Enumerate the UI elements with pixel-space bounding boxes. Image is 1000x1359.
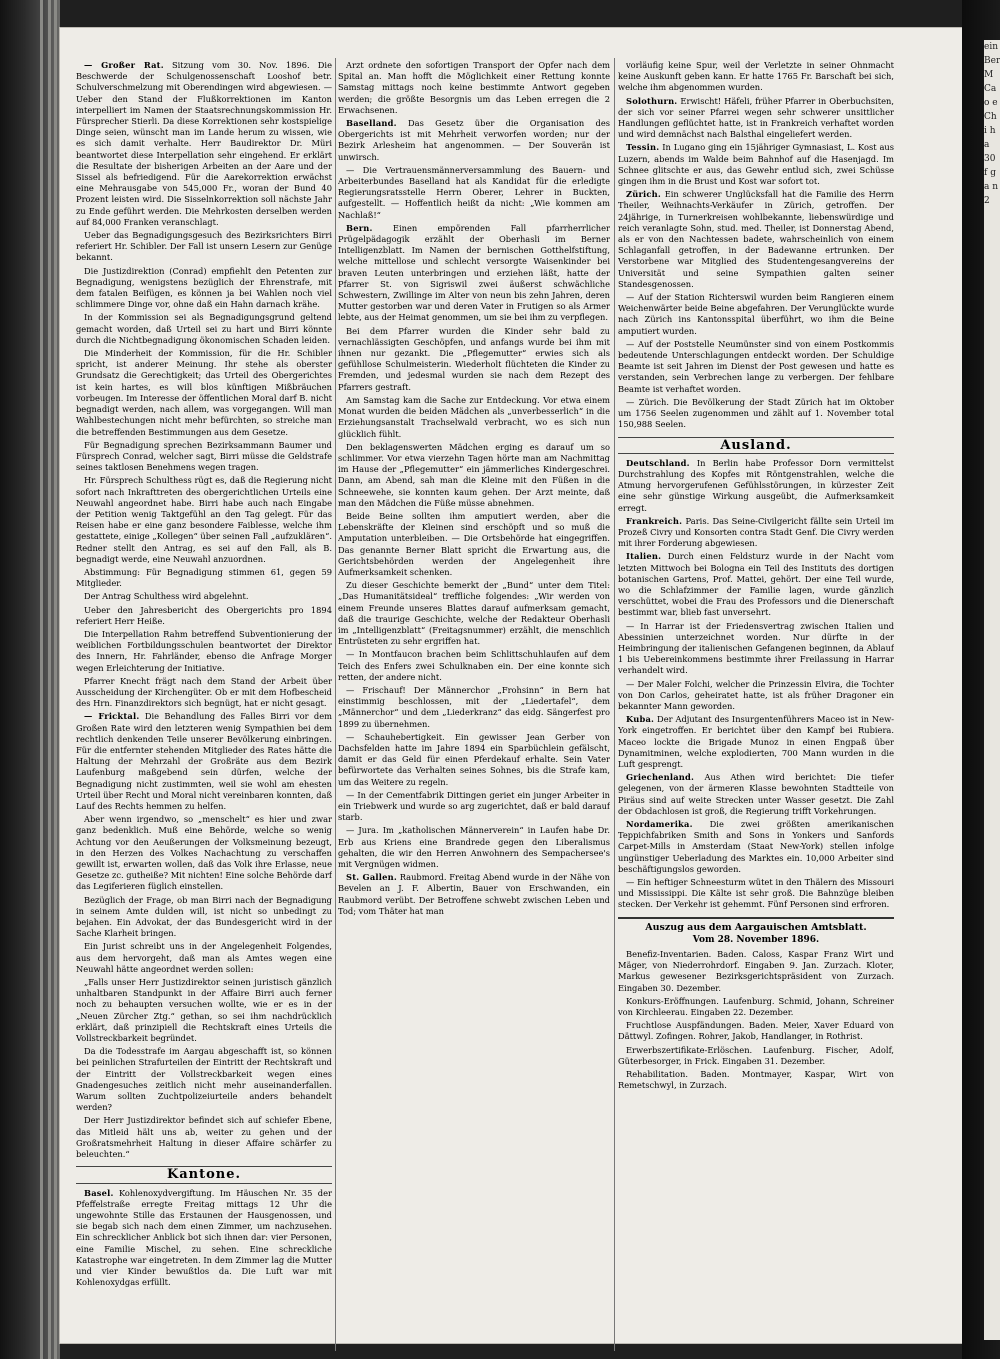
paragraph: — In Montfaucon brachen beim Schlittschuhlaufen auf dem Teich des Enfers zwei Schulknaben ein. Der eine konnte sich retten, der andere nicht. [338,649,610,682]
article-lead: Frankreich. [626,515,683,526]
paragraph: Für Begnadigung sprechen Bezirksammann Baumer und Fürsprech Conrad, welcher sagt, Birri müsse die Geldstrafe seines taktlosen Benehmens wegen tragen. [76,439,332,473]
article-text: Die zwei größten amerikanischen Teppichfabriken Smith and Sons in Yonkers und Sanfords Carpet-Mills in Amsterdam (Staat New-York) stellen infolge ungünstiger Ueberladung des Marktes ein. 10,000 Arbeiter sind beschäftigungslos geworden. [618,819,894,874]
paragraph: — Auf der Poststelle Neumünster sind von einem Postkommis bedeutende Unterschlagungen entdeckt worden. Der Schuldige Beamte ist seit Jahren im Dienst der Post gewesen und hatte es verstanden, sein Verbrechen lange zu verbergen. Der fehlbare Beamte ist verhaftet worden. [618,338,894,394]
paragraph: Da die Todesstrafe im Aargau abgeschafft ist, so können bei peinlichen Strafurteilen der Eintritt der Rechtskraft und der Eintritt der Vollstreckbarkeit wegen eines Gnadengesuches zeitlich nicht mehr auseinanderfallen. Warum sollten Zuchtpolizeiurteile anders behandelt werden? [76,1046,332,1113]
paragraph: Der Herr Justizdirektor befindet sich auf schiefer Ebene, das Mitleid hält uns ab, weiter zu gehen und der Großratsmehrheit Haltung in dieser Affaire schärfer zu beleuchten.“ [76,1115,332,1160]
column-1 [76,60,332,1351]
paragraph: Bezüglich der Frage, ob man Birri nach der Begnadigung in seinem Amte dulden will, ist nicht so unbedingt zu bejahen. Ein Advokat, der das Bundesgericht wird in der Sache Klarheit bringen. [76,894,332,939]
article-baselland [338,118,610,163]
amtsblatt-entry: Benefiz-Inventarien. Baden. Caloss, Kaspar Franz Wirt und Mäger, von Niederrohrdorf. Eingaben 9. Jan. Zurzach. Kloter, Markus gewesener Bezirksgerichtspräsident von Zurzach. Eingaben 30. Dezember. [618,949,894,993]
paragraph: — Der Maler Folchi, welcher die Prinzessin Elvira, die Tochter von Don Carlos, geheiratet hatte, ist als früher Dragoner ein bekannter Mann geworden. [618,678,894,711]
article-lead: Kuba. [626,714,655,725]
column-rule [614,58,615,1351]
binding-stripe [54,0,57,1359]
adjacent-page-text: ein Ber M Ca o e Ch i h a 30 f g a n 2 [984,40,1000,1340]
paragraph: Arzt ordnete den sofortigen Transport der Opfer nach dem Spital an. Man hofft die Möglichkeit einer Rettung konnte Samstag mittags noch keine bestimmte Antwort gegeben werden; die größte Besorgnis um das Leben erregen die 2 Erwachsenen. [338,60,610,115]
article-text: Kohlenoxydvergiftung. Im Häuschen Nr. 35 der Pfeffelstraße erregte Freitag mittags 12 Uhr die ungewohnte Stille das Erstaunen der Hausgenossen, und sie begab sich nach dem einen Zimmer, um nachzusehen. Ein schrecklicher Anblick bot sich ihnen dar: vier Personen, eine Familie Mischel, zu sehen. Eine schreckliche Katastrophe war eingetreten. In dem Zimmer lag die Mutter und vier Kinder bewußtlos da. Die Luft war mit Kohlenoxydgas erfüllt. [76,1187,332,1288]
article-lead: Basel. [84,1187,114,1198]
article-text: Die Behandlung des Falles Birri vor dem Großen Rate wird den letzteren wenig Sympathien bei dem rechtlich denkenden Teile unserer Bevölkerung einbringen. Für die entfernter stehenden Mitglieder des Rates hätte die Haltung der Mehrzahl der Großräte aus dem Bezirk Laufenburg maßgebend sein dürfen, welche der Begnadigung nicht zustimmten, weil sie wohl am ehesten Urteil über Recht und Moral nicht vereinbaren konnten, daß Lauf des Rechts hemmen zu helfen. [76,711,332,811]
article-lead: Griechenland. [626,772,695,783]
article-lead: Deutschland. [626,457,690,468]
paragraph: Beide Beine sollten ihm amputiert werden, aber die Lebenskräfte der Kleinen sind erschöpft und so muß die Amputation unterbleiben. — Die Ortsbehörde hat eingegriffen. Das genannte Berner Blatt spricht die Erwartung aus, die Gerichtsbehörden werden der Angelegenheit ihre Aufmerksamkeit schenken. [338,510,610,577]
paragraph: — Frischauf! Der Männerchor „Frohsinn“ in Bern hat einstimmig beschlossen, mit der „Liedertafel“, dem „Männerchor“ und dem „Liederkranz“ das eidg. Sängerfest pro 1899 zu übernehmen. [338,684,610,729]
article-text: Sitzung vom 30. Nov. 1896. Die Beschwerde der Schulgenossenschaft Looshof betr. Schulverschmelzung mit Oberendingen wird abgewiesen. — Ueber den Stand der Flußkorrektionen im Kanton interpelliert im Namen der Staatsrechnungskommission Hr. Fürsprecher Stierli. Da diese Korrektionen sehr kostspielige Dinge seien, wünscht man im Lande herum zu wissen, wie es sich damit verhalte. Herr Baudirektor Dr. Müri beantwortet diese Interpellation sehr eingehend. Er erklärt die Resultate der bisherigen Arbeiten an der Aare und der Sissel als befriedigend. Für die Aarekorrektion erwächst eine Mehrausgabe von 545,000 Fr., woran der Bund 40 Prozent leisten wird. Die Sisselnkorrektion soll nächste Jahr zu Ende geführt werden. Die Mehrkosten derselben werden auf 84,000 Franken veranschlagt. [76,60,332,227]
article-lead: Solothurn. [626,95,678,106]
book-binding-edge [0,0,60,1359]
paragraph: „Falls unser Herr Justizdirektor seinen juristisch gänzlich unhaltbaren Standpunkt in der Affaire Birri auch ferner noch zu behaupten versuchen wollte, wie er es in der „Neuen Zürcher Ztg.“ gethan, so sei ihm nachdrücklich erklärt, daß prinzipiell die Rechtskraft eines Urteils die Vollstreckbarkeit begründet. [76,977,332,1044]
paragraph: Ueber den Jahresbericht des Obergerichts pro 1894 referiert Herr Heiße. [76,604,332,626]
paragraph: Die Justizdirektion (Conrad) empfiehlt den Petenten zur Begnadigung, wenigstens bezüglich der Ehrenstrafe, mit dem fatalen Beifügen, es können ja bei Wahlen noch viel schlimmere Dinge vor, ohne daß ein Hahn darnach krähe. [76,265,332,310]
article-lead: Nordamerika. [626,819,693,829]
article-zuerich [618,189,894,290]
paragraph: Hr. Fürsprech Schulthess rügt es, daß die Regierung nicht sofort nach Inkrafttreten des obergerichtlichen Urteils eine Neuwahl angeordnet habe. Birri habe auch nach Eingabe der Petition wenig Taktgefühl an den Tag gelegt. Für das Reisen habe er eine ganz besondere Faiblesse, welche ihm gestattete, einige „Kollegen“ über seinen Fall „aufzuklären“. Redner stellt den Antrag, es sei auf den Fall, als B. begnadigt werde, eine Neuwahl anzuordnen. [76,475,332,564]
article-text: Durch einen Feldsturz wurde in der Nacht vom letzten Mittwoch bei Bologna ein Teil des Instituts des dortigen botanischen Gartens, Prof. Mattei, gehört. Der eine Teil wurde, wo die Schlafzimmer der Familie lagen, wurde gänzlich verschüttet, wobei die Frau des Professors und die Dienerschaft bestimmt war, blieb fast unversehrt. [618,551,894,618]
binding-stripe [48,0,51,1359]
article-text: Aus Athen wird berichtet: Die tiefer gelegenen, von der ärmeren Klasse bewohnten Stadtteile von Piräus sind auf weite Strecken unter Wasser gesetzt. Die Zahl der Obdachlosen ist groß, die Regierung trifft Vorkehrungen. [618,772,894,816]
paragraph: Die Minderheit der Kommission, für die Hr. Schibler spricht, ist anderer Meinung. Ihr stehe als oberster Grundsatz die Gerechtigkeit; das Urteil des Obergerichtes ist kein hartes, es will blos künftigen Mißbräuchen vorbeugen. Im Interesse der öffentlichen Moral darf B. nicht begnadigt werden, nach allem, was vorgegangen. Will man Wahlbestechungen nicht mehr befürchten, so streiche man die betreffenden Bestimmungen aus dem Gesetze. [76,348,332,437]
section-heading-kantone: Kantone. [76,1166,332,1183]
article-tessin [618,142,894,187]
article-basel [76,1188,332,1289]
article-text: Ein schwerer Unglücksfall hat die Familie des Herrn Theiler, Weihnachts-Verkäufer in Zürich, getroffen. Der 24jährige, in Turnerkreisen wohlbekannte, liebenswürdige und reich veranlagte Sohn, stud. med. Theiler, ist Donnerstag Abend, als er von den Nachtessen badete, wahrscheinlich von einem Schlaganfall getroffen, in der Badewanne ertrunken. Der Verstorbene war Mitglied des Studentengesangvereins der Universität und seine Sympathien galten seiner Standesgenossen. [618,189,894,289]
paragraph: Pfarrer Knecht frägt nach dem Stand der Arbeit über Ausscheidung der Kirchengüter. Ob er mit dem Hofbescheid des Hrn. Finanzdirektors sich begnügt, hat er nicht gesagt. [76,675,332,709]
amtsblatt-entry: Erwerbszertifikate-Erlöschen. Laufenburg. Fischer, Adolf, Güterbesorger, in Frick. Eingaben 31. Dezember. [618,1044,894,1066]
amtsblatt-date: Vom 28. November 1896. [692,934,820,945]
article-lead: Baselland. [346,118,397,129]
amtsblatt-title: Auszug aus dem Aargauischen Amtsblatt. [618,917,894,933]
article-kuba [618,714,894,770]
paragraph: — Ein heftiger Schneesturm wütet in den Thälern des Missouri und Mississippi. Die Kälte ist sehr groß. Die Bahnzüge bleiben stecken. Der Verkehr ist gehemmt. Fünf Personen sind erfroren. [618,877,894,910]
article-nordamerika [618,819,894,875]
paragraph: Aber wenn irgendwo, so „menschelt“ es hier und zwar ganz bedenklich. Muß eine Behörde, welche so wenig Achtung vor den Aeußerungen der Volksmeinung bezeugt, in den Herzen des Volkes Nachachtung zu verschaffen gewillt ist, erwarten wollen, daß das Volk ihre Erlasse, neue Gesetze zc. gutheiße? Mit nichten! Eine solche Behörde darf das Legiferieren füglich einstellen. [76,814,332,892]
article-lead: Bern. [346,222,373,233]
article-text: Paris. Das Seine-Civilgericht fällte sein Urteil im Prozeß Civry und Konsorten contra Stadt Genf. Die Civry werden mit ihrer Forderung abgewiesen. [618,515,894,549]
paragraph: — Die Vertrauensmännerversammlung des Bauern- und Arbeiterbundes Baselland hat als Kandidat für die erledigte Regierungsratsstelle Herrn Oberer, Lehrer in Buckten, aufgestellt. — Hoffentlich heißt da nicht: „Wie kommen am Nachlaß!“ [338,164,610,220]
article-italien [618,551,894,618]
paragraph: Bei dem Pfarrer wurden die Kinder sehr bald zu vernachlässigten Geschöpfen, und anfangs wurde bei ihm mit ihnen nur gezankt. Die „Pflegemutter“ erwies sich als gefühllose Schulmeisterin. Wiederholt flüchteten die Kinder zu Fremden, und jedesmal wurden sie nach dem Rezept des Pfarrers gestraft. [338,325,610,392]
article-lead: — Fricktal. [84,711,140,722]
article-lead: St. Gallen. [346,872,397,883]
paragraph: — Zürich. Die Bevölkerung der Stadt Zürich hat im Oktober um 1756 Seelen zugenommen und zählt auf 1. November total 150,988 Seelen. [618,396,894,430]
paragraph: Die Interpellation Rahm betreffend Subventionierung der weiblichen Fortbildungsschulen beantwortet der Direktor des Innern, Hr. Fahrländer, ebenso die Anfrage Morger wegen Erleichterung der Initiative. [76,628,332,673]
article-lead: Tessin. [626,142,660,153]
article-bern [338,223,610,324]
article-griechenland [618,772,894,817]
article-text: Einen empörenden Fall pfarrherrlicher Prügelpädagogik erzählt der Oberhasli im Berner Intelligenzblatt. Im Namen der bernischen Gotthelfstiftung, welche mittellose und schlecht versorgte Waisenkinder bei braven Leuten unterbringen und erziehen läßt, hatte der Pfarrer St. von Sigriswil zwei äußerst schwächliche Schwestern, Zwillinge im Alter von neun bis zehn Jahren, deren Mutter gestorben war und deren Vater in Frutigen so als Armer lebte, aus der Heimat genommen, um sie bei ihm zu verpflegen. [338,222,610,323]
paragraph: — Schauhebertigkeit. Ein gewisser Jean Gerber von Dachsfelden hatte im Jahre 1894 ein Sparbüchlein gefälscht, damit er das Geld für einen Pferdekauf erhalte. Sein Vater befürwortete das Verhalten seines Sohnes, bis die Strafe kam, um das Weitere zu regeln. [338,731,610,787]
article-text: In Lugano ging ein 15jähriger Gymnasiast, L. Kost aus Luzern, abends im Walde beim Bahnhof auf die Hasenjagd. Im Schnee glitschte er aus, das Gewehr entlud sich, zwei Schüsse gingen ihm in die Brust und Kost war sofort tot. [618,142,894,187]
paragraph: Der Antrag Schulthess wird abgelehnt. [84,591,249,602]
section-heading-ausland: Ausland. [618,437,894,454]
article-text: Der Adjutant des Insurgentenführers Maceo ist in New-York eingetroffen. Er berichtet über den Kampf bei Rubiera. Maceo lockte die Brigade Munoz in einen Engpaß über Dynamitminen, welche explodierten, 700 Mann wurden in die Luft gesprengt. [618,714,894,769]
article-lead: — Großer Rat. [84,60,164,70]
binding-stripe [40,0,43,1359]
paragraph: In der Kommission sei als Begnadigungsgrund geltend gemacht worden, daß Urteil sei zu hart und Birri könnte durch die Nichtbegnadigung ökonomischen Schaden leiden. [76,312,332,345]
adjacent-page-edge [962,0,1000,1359]
column-2 [338,60,610,1351]
paragraph: — In Harrar ist der Friedensvertrag zwischen Italien und Abessinien unterzeichnet worden. Nur dürfte in der Heimbringung der italienischen Gefangenen beginnen, da Ablauf 1 bis Uebereinkommens bestimmte ihrer Freilassung in Harrar verhandelt wird. [618,620,894,676]
column-rule [335,58,336,1351]
article-solothurn [618,96,894,141]
amtsblatt-entry: Fruchtlose Auspfändungen. Baden. Meier, Xaver Eduard von Dättwyl. Zofingen. Rohrer, Jakob, Handlanger, in Rothrist. [618,1020,894,1042]
column-3 [618,60,894,1351]
article-grosser-rat [76,60,332,228]
paragraph: vorläufig keine Spur, weil der Verletzte in seiner Ohnmacht keine Auskunft geben kann. Er hatte 1765 Fr. Barschaft bei sich, welche ihm abgenommen wurden. [618,60,894,93]
article-text: Das Gesetz über die Organisation des Obergerichts ist mit Mehrheit verworfen worden; nur der Bezirk Arlesheim hat angenommen. — Der Souverän ist unwirsch. [338,118,610,162]
paragraph: — In der Cementfabrik Dittingen geriet ein junger Arbeiter in ein Triebwerk und wurde so arg zugerichtet, daß er bald darauf starb. [338,789,610,823]
amtsblatt-entry: Rehabilitation. Baden. Montmayer, Kaspar, Wirt von Remetschwyl, in Zurzach. [618,1069,894,1091]
article-text: In Berlin habe Professor Dorn vermittelst Durchstrahlung des Kopfes mit Röntgenstrahlen, welche die Atmung hervorgerufenen Gefühlsstörungen, in kürzester Zeit eine sehr günstige Wirkung ausgeübt, die Aufmerksamkeit erregt. [618,457,894,513]
paragraph: Den beklagenswerten Mädchen erging es darauf um so schlimmer. Vor etwa vierzehn Tagen hörte man am Nachmittag im Hause der „Pflegemutter“ ein jämmerliches Kindergeschrei. Dann, am Abend, sah man die Kleine mit den Füßen in die Schneewehe, sie konnten kaum gehen. Der Arzt meinte, daß man den Mädchen die Füße müsse abnehmen. [338,441,610,508]
article-frankreich [618,516,894,550]
amtsblatt-entry: Konkurs-Eröffnungen. Laufenburg. Schmid, Johann, Schreiner von Kirchleerau. Eingaben 22. Dezember. [618,995,894,1018]
article-st-gallen [338,872,610,917]
paragraph: Am Samstag kam die Sache zur Entdeckung. Vor etwa einem Monat wurden die beiden Mädchen als „unverbesserlich“ in die Erziehungsanstalt Trachselwald verbracht, wo es sich nun glücklich fühlt. [338,394,610,439]
article-deutschland [618,458,894,514]
paragraph: Ein Jurist schreibt uns in der Angelegenheit Folgendes, aus dem hervorgeht, daß man als Amtes wegen eine Neuwahl hätte angeordnet werden sollen: [76,941,332,974]
paragraph: Ueber das Begnadigungsgesuch des Bezirksrichters Birri referiert Hr. Schibler. Der Fall ist unsern Lesern zur Genüge bekannt. [76,230,332,263]
article-lead: Italien. [626,551,662,562]
article-text: Erwischt! Häfeli, früher Pfarrer in Oberbuchsiten, der sich vor seiner Pfarrei wegen sehr schwerer unsittlicher Handlungen geflüchtet hatte, ist in Frankreich verhaftet worden und wird demnächst nach Balsthal eingeliefert werden. [618,95,894,140]
paragraph: — Jura. Im „katholischen Männerverein“ in Laufen habe Dr. Erb aus Kriens eine Brandrede gegen den Liberalismus gehalten, die wir den Herren Anwohnern des Sempachersee's mit Vergnügen widmen. [338,825,610,870]
article-text: Raubmord. Freitag Abend wurde in der Nähe von Bevelen an J. F. Albertin, Bauer von Erschwanden, ein Raubmord verübt. Der Betroffene schwebt zwischen Leben und Tod; vom Thäter hat man [338,872,610,916]
article-fricktal [76,711,332,812]
paragraph: Abstimmung: Für Begnadigung stimmen 61, gegen 59 Mitglieder. [76,566,332,589]
paragraph: — Auf der Station Richterswil wurden beim Rangieren einem Weichenwärter beide Beine abgefahren. Der Verunglückte wurde nach Zürich ins Kantonsspital überführt, wo ihm die Beine amputiert wurden. [618,292,894,336]
article-lead: Zürich. [626,189,661,200]
paragraph: Zu dieser Geschichte bemerkt der „Bund“ unter dem Titel: „Das Humanitätsideal“ treffliche folgendes: „Wir werden von einem Freunde unseres Blattes darauf aufmerksam gemacht, daß die traurige Geschichte, welche der Redakteur Oberhasli im „Intelligenzblatt“ (Freitagsnummer) erzählt, die menschlich Entrüsteten zu sehr ergriffen hat. [338,580,610,647]
